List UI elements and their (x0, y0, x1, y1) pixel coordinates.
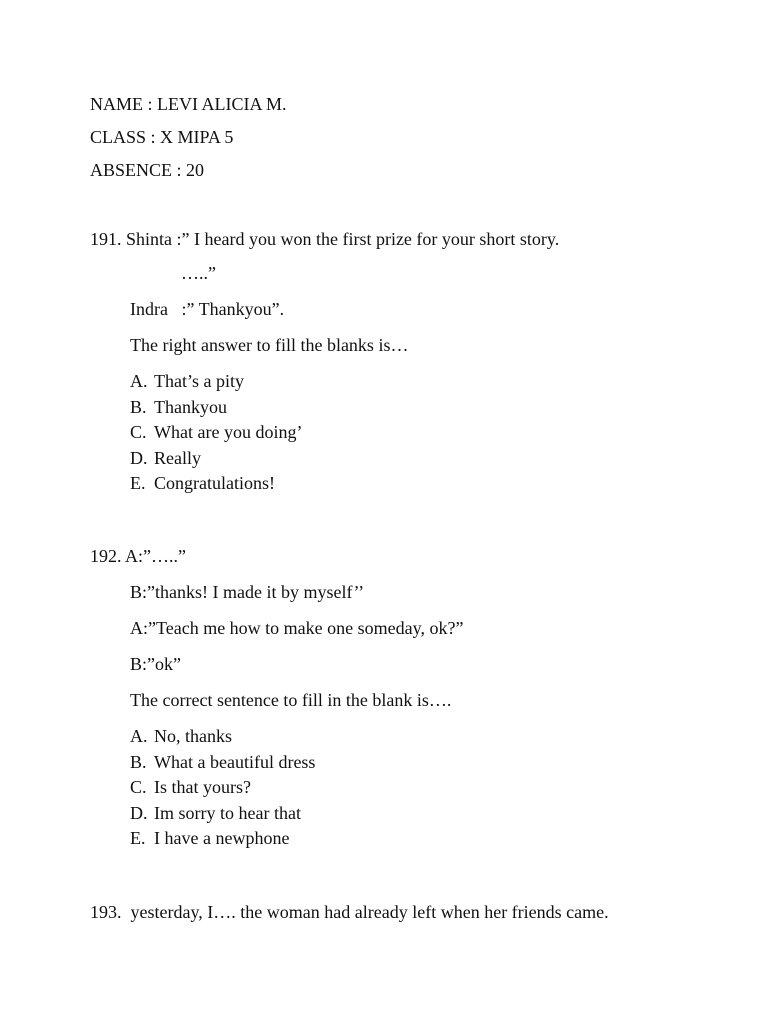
question-193-stem: 193. yesterday, I…. the woman had already left when her friends came. (90, 902, 609, 922)
student-name: NAME : LEVI ALICIA M. (90, 94, 287, 114)
question-191-instruction: The right answer to fill the blanks is… (130, 335, 409, 355)
question-191-stem-continuation: …..” (181, 263, 216, 283)
question-191-dialogue-line: Indra :” Thankyou”. (130, 299, 285, 319)
question-191-option-a: A. That’s a pity (130, 371, 244, 391)
student-class: CLASS : X MIPA 5 (90, 127, 234, 147)
question-192-option-e: E. I have a newphone (130, 828, 290, 848)
question-192-dialogue-line-3: B:”ok” (130, 654, 181, 674)
question-191-option-c: C. What are you doing’ (130, 422, 303, 442)
question-192-stem: 192. A:”…..” (90, 546, 186, 566)
question-191-option-e: E. Congratulations! (130, 473, 275, 493)
question-191-stem: 191. Shinta :” I heard you won the first prize for your short story. (90, 229, 560, 249)
question-191-option-d: D. Really (130, 448, 201, 468)
question-192-option-c: C. Is that yours? (130, 777, 251, 797)
question-192-option-b: B. What a beautiful dress (130, 752, 316, 772)
question-191-option-b: B. Thankyou (130, 397, 227, 417)
question-192-instruction: The correct sentence to fill in the blank is…. (130, 690, 452, 710)
question-192-option-d: D. Im sorry to hear that (130, 803, 301, 823)
question-192-option-a: A. No, thanks (130, 726, 232, 746)
question-192-dialogue-line-2: A:”Teach me how to make one someday, ok?” (130, 618, 464, 638)
question-192-dialogue-line-1: B:”thanks! I made it by myself’’ (130, 582, 365, 602)
student-absence: ABSENCE : 20 (90, 160, 205, 180)
